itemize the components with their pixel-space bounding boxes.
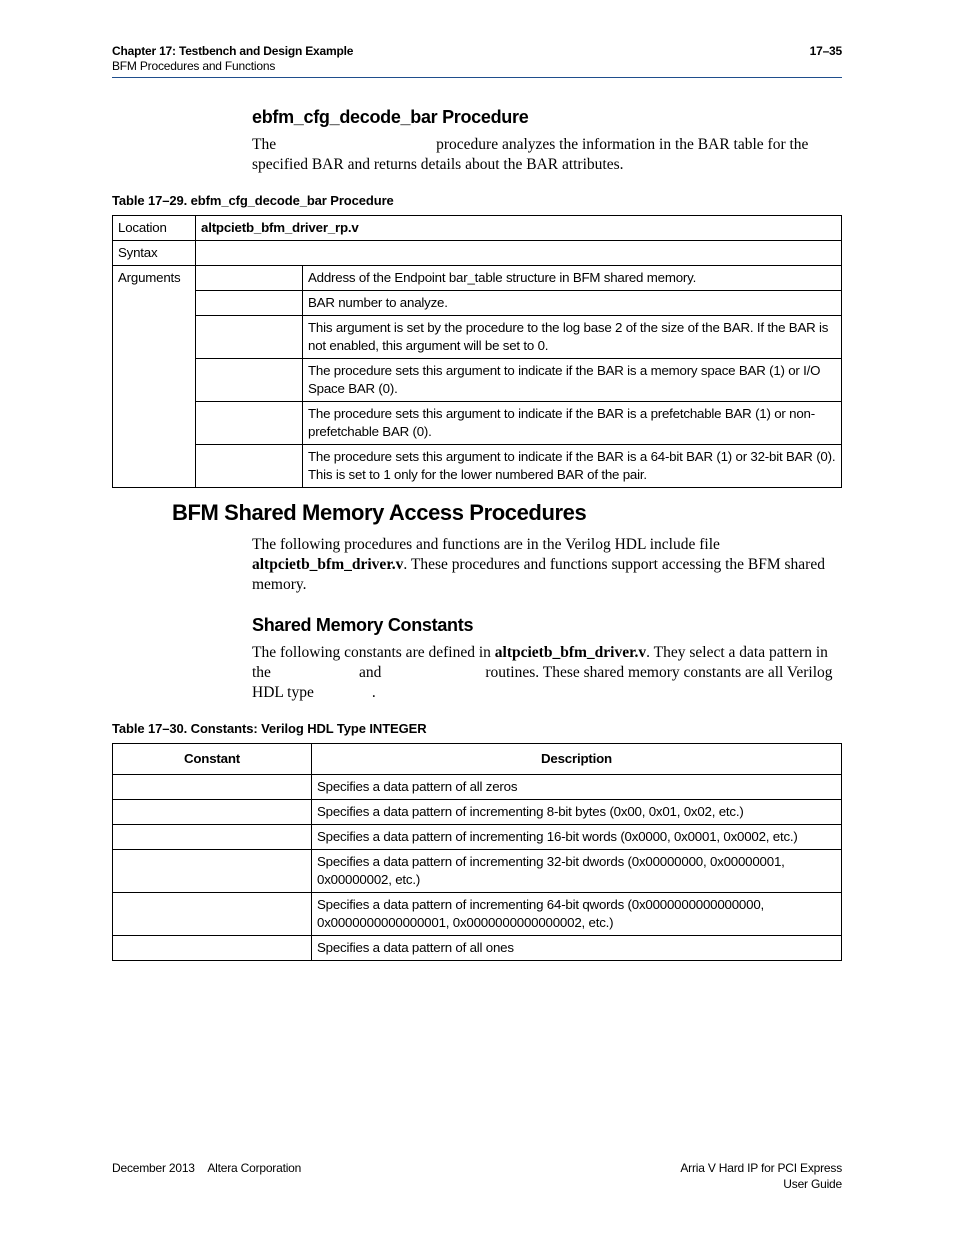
- driver-file-name: altpcietb_bfm_driver.v: [252, 556, 404, 573]
- arg-description: The procedure sets this argument to indicate if the BAR is a memory space BAR (1) or I/O Space BAR (0).: [303, 359, 842, 402]
- page-header: [112, 44, 842, 74]
- section-title: BFM Procedures and Functions: [112, 59, 276, 73]
- arg-name: [196, 266, 303, 291]
- constants-heading: Shared Memory Constants: [252, 615, 474, 635]
- table-row: [113, 291, 842, 316]
- constant-cell: [113, 850, 312, 893]
- table-row: [113, 850, 842, 893]
- table-row: [113, 216, 842, 241]
- shared-memory-paragraph: [252, 535, 842, 595]
- constant-cell: [113, 775, 312, 800]
- footer-doc-title: Arria V Hard IP for PCI Express: [680, 1161, 842, 1175]
- table-row: [113, 402, 842, 445]
- table-29-caption: Table 17–29. ebfm_cfg_decode_bar Procedure: [112, 193, 394, 208]
- table-30-caption: Table 17–30. Constants: Verilog HDL Type INTEGER: [112, 721, 427, 736]
- constants-para-part: .: [371, 684, 376, 701]
- arg-description: The procedure sets this argument to indicate if the BAR is a prefetchable BAR (1) or non-prefetchable BAR (0).: [303, 402, 842, 445]
- shared-memory-heading: BFM Shared Memory Access Procedures: [172, 500, 587, 525]
- table-row: [113, 241, 842, 266]
- footer-date: December 2013: [112, 1161, 195, 1175]
- table-row: [113, 936, 842, 961]
- description-cell: Specifies a data pattern of incrementing 64-bit qwords (0x0000000000000000, 0x0000000000000001, 0x0000000000000002, etc.): [312, 893, 842, 936]
- table-row: [113, 445, 842, 488]
- shared-memory-para-start: The following procedures and functions are in the Verilog HDL include file: [252, 536, 720, 553]
- description-cell: Specifies a data pattern of all zeros: [312, 775, 842, 800]
- column-header-description: Description: [312, 744, 842, 775]
- constants-para-part: . They select a data pattern in the: [252, 644, 828, 681]
- constant-cell: [113, 825, 312, 850]
- constants-para-part: The following constants are defined in: [252, 644, 491, 661]
- description-cell: Specifies a data pattern of incrementing 16-bit words (0x0000, 0x0001, 0x0002, etc.): [312, 825, 842, 850]
- table-row: [113, 359, 842, 402]
- table-row: [113, 893, 842, 936]
- location-value: altpcietb_bfm_driver_rp.v: [196, 216, 842, 241]
- decode-bar-para-start: The: [252, 136, 277, 153]
- table-header-row: [113, 744, 842, 775]
- table-row: [113, 800, 842, 825]
- arg-name: [196, 291, 303, 316]
- table-29: [112, 215, 842, 488]
- decode-bar-heading: ebfm_cfg_decode_bar Procedure: [252, 107, 529, 127]
- arg-name: [196, 402, 303, 445]
- constant-cell: [113, 936, 312, 961]
- chapter-title: Chapter 17: Testbench and Design Example: [112, 44, 354, 58]
- description-cell: Specifies a data pattern of incrementing 32-bit dwords (0x00000000, 0x00000001, 0x00000002, etc.): [312, 850, 842, 893]
- constant-cell: [113, 893, 312, 936]
- arg-description: The procedure sets this argument to indicate if the BAR is a 64-bit BAR (1) or 32-bit BAR (0). This is set to 1 only for the lower numbered BAR of the pair.: [303, 445, 842, 488]
- arg-name: [196, 445, 303, 488]
- footer-left: [112, 1160, 301, 1176]
- constants-para-part: and: [358, 664, 382, 681]
- syntax-label: Syntax: [113, 241, 196, 266]
- header-divider: [112, 77, 842, 78]
- table-row: [113, 825, 842, 850]
- page-number: 17–35: [809, 44, 842, 58]
- shared-memory-para-end: . These procedures and functions support accessing the BFM shared memory.: [252, 556, 825, 593]
- description-cell: Specifies a data pattern of all ones: [312, 936, 842, 961]
- location-label: Location: [113, 216, 196, 241]
- table-row: [113, 266, 842, 291]
- driver-file-name: altpcietb_bfm_driver.v: [494, 644, 647, 661]
- table-row: [113, 775, 842, 800]
- table-30: [112, 743, 842, 961]
- decode-bar-paragraph: [252, 135, 842, 175]
- arg-description: This argument is set by the procedure to the log base 2 of the size of the BAR. If the BAR is not enabled, this argument will be set to 0.: [303, 316, 842, 359]
- constants-para-part: routines. These shared memory constants are all Verilog HDL type: [252, 664, 833, 701]
- decode-bar-para-end: procedure analyzes the information in the BAR table for the specified BAR and returns details about the BAR attributes.: [252, 136, 809, 173]
- arg-description: BAR number to analyze.: [303, 291, 842, 316]
- footer-company: Altera Corporation: [207, 1161, 302, 1175]
- constants-paragraph: [252, 643, 842, 703]
- arguments-label: Arguments: [113, 266, 196, 488]
- arg-description: Address of the Endpoint bar_table structure in BFM shared memory.: [303, 266, 842, 291]
- footer-doc-type: User Guide: [783, 1177, 842, 1191]
- arg-name: [196, 316, 303, 359]
- column-header-constant: Constant: [113, 744, 312, 775]
- description-cell: Specifies a data pattern of incrementing 8-bit bytes (0x00, 0x01, 0x02, etc.): [312, 800, 842, 825]
- constant-cell: [113, 800, 312, 825]
- footer-right: [680, 1160, 842, 1192]
- arg-name: [196, 359, 303, 402]
- syntax-value: [196, 241, 842, 266]
- table-row: [113, 316, 842, 359]
